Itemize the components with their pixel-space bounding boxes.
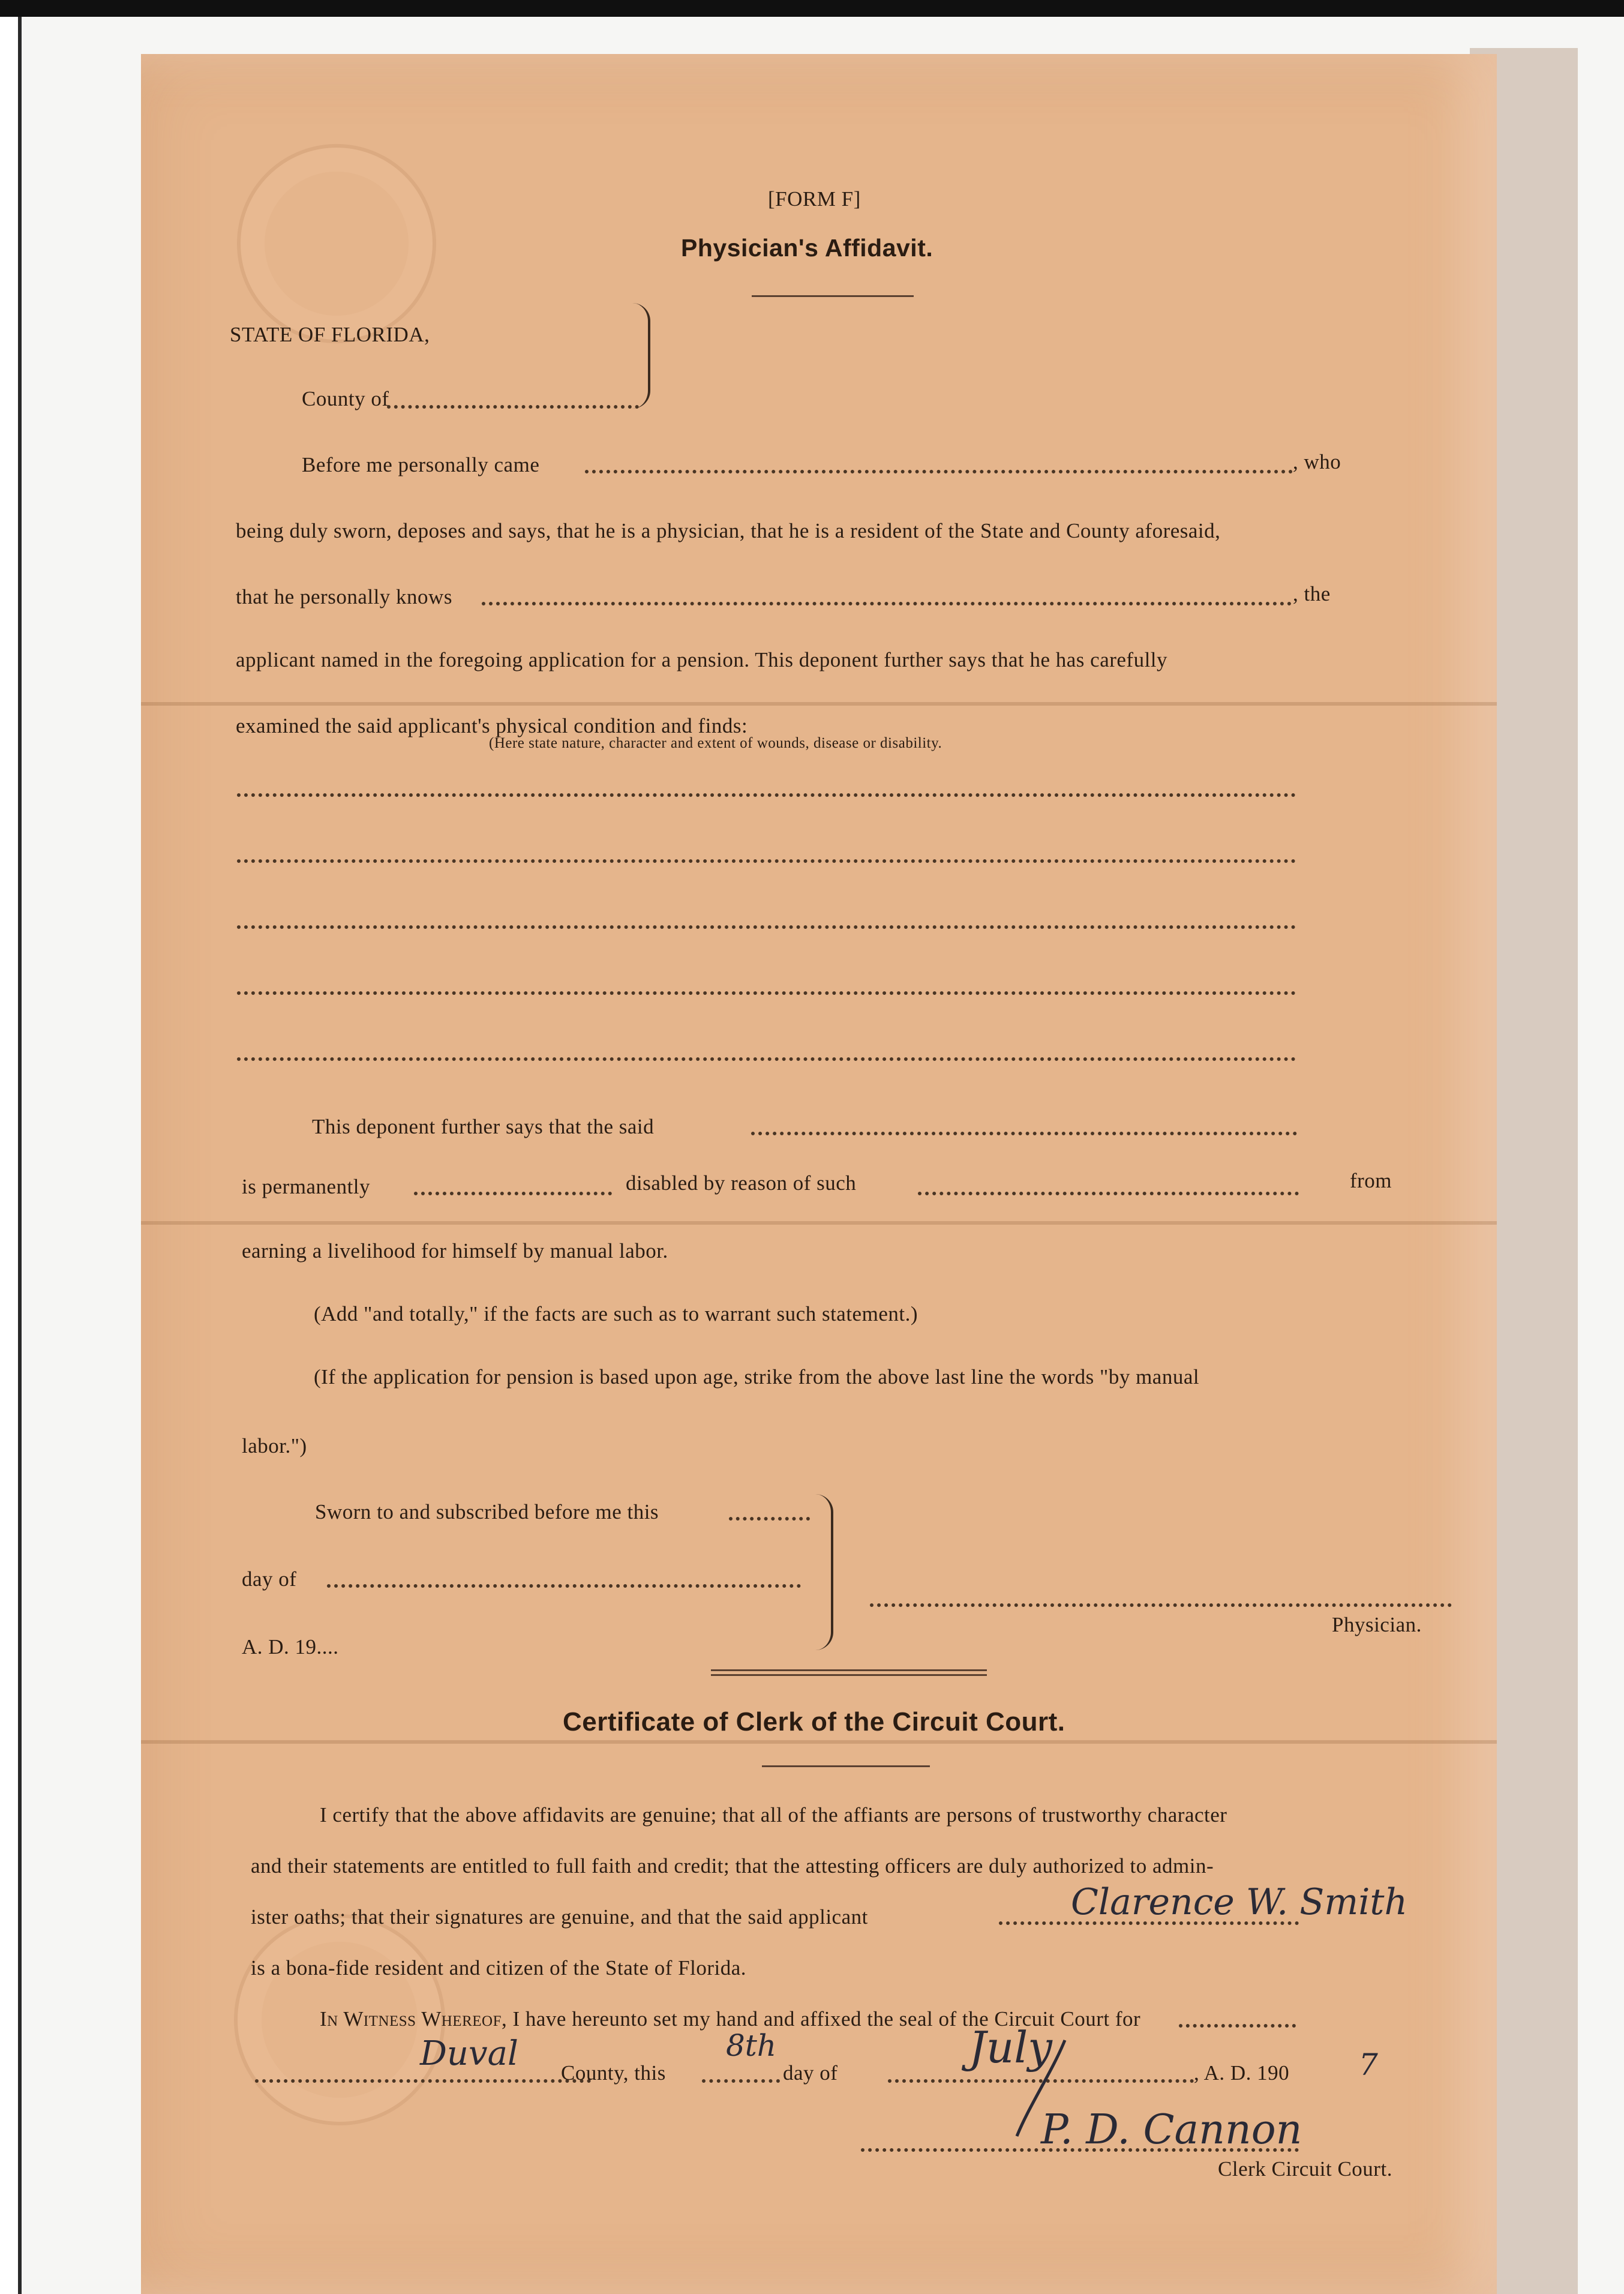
certificate-line: I certify that the above affidavits are genuine; that all of the affiants are persons of trustworthy character (320, 1803, 1227, 1827)
note-text: labor.") (242, 1434, 307, 1458)
findings-line (237, 925, 1296, 929)
title-rule (752, 295, 914, 297)
physician-signature-blank (870, 1603, 1452, 1607)
witness-blank (1179, 2024, 1296, 2028)
sworn-month-blank (327, 1584, 801, 1588)
came-label: Before me personally came (302, 453, 540, 476)
applicant-name-handwriting: Clarence W. Smith (1071, 1881, 1408, 1923)
county-label: County of (302, 387, 389, 410)
knows-label: that he personally knows (236, 585, 452, 608)
note-text: (If the application for pension is based upon age, strike from the above last line the words "by manual (314, 1365, 1200, 1389)
disability-blank (918, 1192, 1299, 1195)
paragraph-line: earning a livelihood for himself by manual labor. (242, 1239, 668, 1263)
applicant-blank-2 (751, 1132, 1297, 1135)
day-blank (702, 2079, 780, 2083)
certificate-line: and their statements are entitled to full faith and credit; that the attesting officers are duly authorized to admin- (251, 1854, 1214, 1878)
state-label: STATE OF FLORIDA, (230, 323, 430, 346)
findings-line (237, 793, 1296, 797)
clerk-signature: P. D. Cannon (1041, 2106, 1302, 2154)
affidavit-page (141, 54, 1497, 2294)
page-title: Physician's Affidavit. (681, 234, 933, 262)
witness-text: I have hereunto set my hand and affixed the seal of the Circuit Court for (512, 2007, 1141, 2031)
physician-label: Physician. (1332, 1613, 1422, 1636)
ad-year-label: , A. D. 190 (1194, 2061, 1290, 2085)
section-rule (711, 1674, 987, 1676)
witness-caps: In Witness Whereof, (320, 2007, 508, 2031)
month-handwriting: July (969, 2022, 1052, 2073)
section-rule (711, 1669, 987, 1671)
day-of-label: day of (242, 1567, 297, 1591)
embossed-seal-top (237, 144, 436, 343)
paragraph-line: examined the said applicant's physical condition and finds: (236, 714, 748, 737)
certificate-line: is a bona-fide resident and citizen of the State of Florida. (251, 1956, 746, 1980)
form-label: [FORM F] (768, 187, 861, 211)
permanently-label: is permanently (242, 1175, 371, 1198)
findings-line (237, 1057, 1296, 1061)
degree-blank (414, 1192, 612, 1195)
the-label: , the (1293, 582, 1331, 605)
fold-line (141, 702, 1497, 706)
county-handwriting: Duval (420, 2034, 518, 2073)
sworn-label: Sworn to and subscribed before me this (315, 1500, 659, 1524)
clerk-label: Clerk Circuit Court. (1218, 2157, 1392, 2181)
signature-flourish (993, 2034, 1113, 2142)
affiant-name-blank (585, 470, 1293, 473)
county-blank-2 (255, 2079, 591, 2083)
ad-label: A. D. 19.... (242, 1635, 339, 1659)
brace (630, 303, 650, 409)
county-blank (387, 405, 639, 409)
note-text: (Add "and totally," if the facts are such as to warrant such statement.) (314, 1302, 918, 1326)
title-rule (762, 1765, 930, 1767)
from-label: from (1350, 1169, 1392, 1192)
certificate-line: ister oaths; that their signatures are genuine, and that the said applicant (251, 1905, 868, 1929)
scanner-frame-left (0, 17, 22, 2294)
disabled-label: disabled by reason of such (626, 1171, 857, 1195)
brace (813, 1494, 833, 1650)
sworn-day-blank (729, 1517, 810, 1521)
applicant-blank (482, 602, 1292, 605)
findings-line (237, 859, 1296, 863)
who-label: , who (1293, 450, 1341, 473)
findings-line (237, 991, 1296, 995)
scanner-frame-top (0, 0, 1624, 17)
paragraph-line: applicant named in the foregoing application for a pension. This deponent further says that he has carefully (236, 648, 1168, 671)
instruction-text: (Here state nature, character and extent of wounds, disease or disability. (489, 735, 942, 751)
paragraph-line: This deponent further says that the said (312, 1115, 655, 1138)
fold-line (141, 1221, 1497, 1225)
county-this-label: County, this (561, 2061, 666, 2085)
fold-line (141, 1740, 1497, 1744)
paragraph-line: being duly sworn, deposes and says, that he is a physician, that he is a resident of the State and County aforesaid, (236, 519, 1221, 542)
day-of-label-2: day of (783, 2061, 838, 2085)
certificate-title: Certificate of Clerk of the Circuit Court. (563, 1707, 1065, 1737)
day-handwriting: 8th (726, 2028, 777, 2063)
year-handwriting: 7 (1359, 2047, 1378, 2082)
